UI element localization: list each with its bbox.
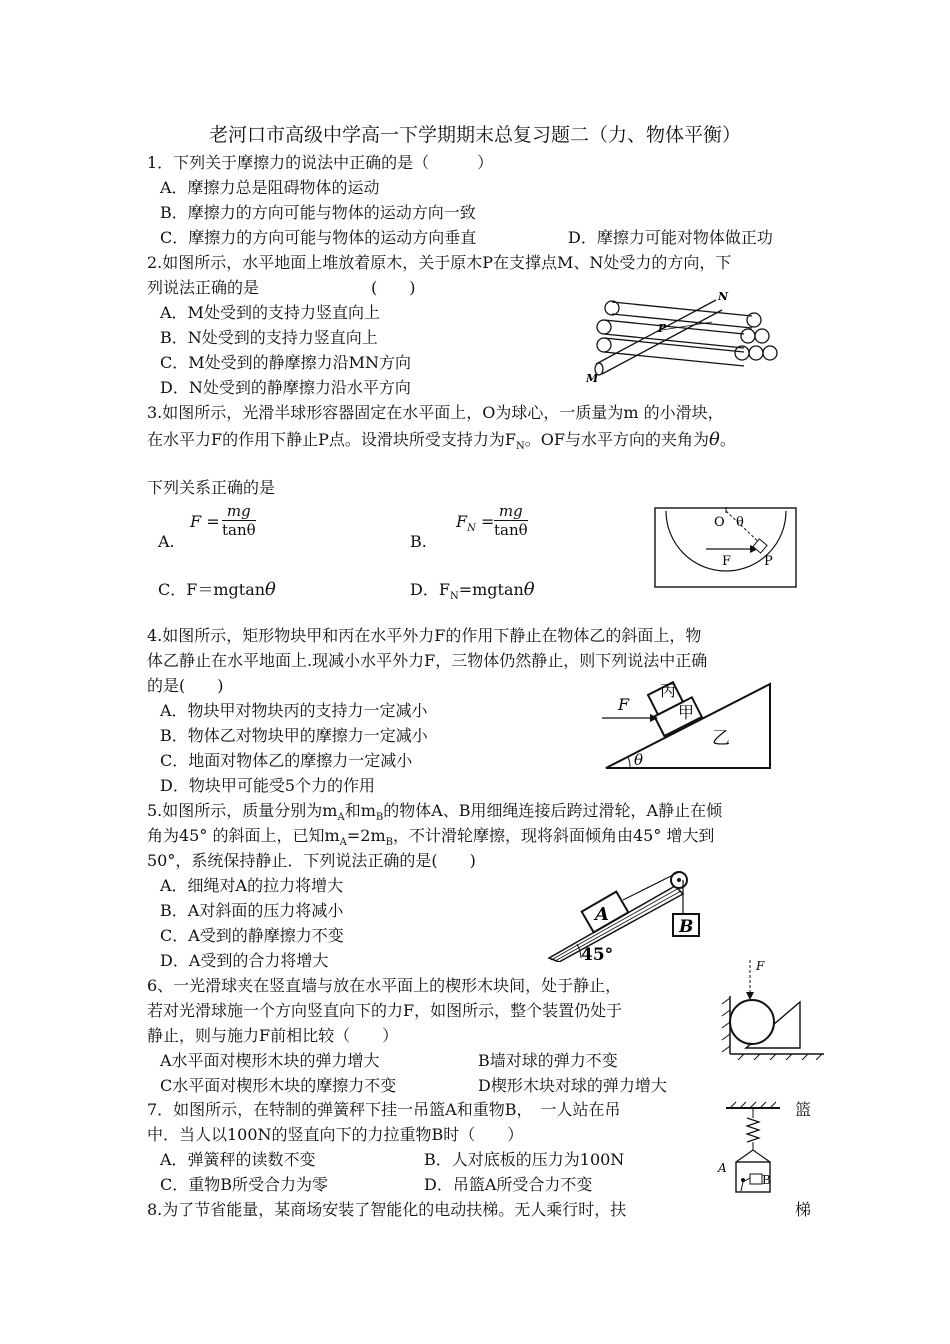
q2-fig-label-n: N [718, 290, 729, 303]
q5-s1-suba: A [337, 812, 345, 824]
q4-fig-bing: 丙 [660, 681, 677, 700]
q3-b-eq: = [480, 512, 495, 531]
q5-s2b: =2m [346, 826, 386, 845]
q4-fig-yi: 乙 [712, 728, 730, 749]
q5-option-b: B．A对斜面的压力将减小 [160, 901, 344, 920]
q3-d-tail: =mgtan [458, 580, 524, 599]
q1-option-c: C．摩擦力的方向可能与物体的运动方向垂直 [160, 228, 477, 247]
q3-c-text: C．F＝mgtan [158, 580, 266, 599]
q3-a-numerator: mg [222, 502, 256, 521]
q4-option-c: C．地面对物体乙的摩擦力一定减小 [160, 751, 413, 770]
q5-s1-subb: B [375, 812, 384, 824]
q3-b-numerator: mg [494, 502, 528, 521]
q5-stem-line3: 50°，系统保持静止．下列说法正确的是( ) [147, 851, 476, 870]
q2-option-b: B．N处受到的支持力竖直向上 [160, 328, 378, 347]
q3-stem2-text: 在水平力F的作用下静止P点。设滑块所受支持力为F [147, 430, 516, 449]
q3-fig-o: O [714, 515, 725, 530]
q3-option-b-label: B. [410, 532, 427, 551]
q2-stem-line2: 列说法正确的是 ( ) [147, 278, 416, 297]
q4-stem-line3: 的是( ) [147, 676, 224, 695]
q5-s1a: 5.如图所示，质量分别为m [147, 801, 338, 820]
q3-b-denominator: tanθ [494, 521, 528, 539]
q4-option-d: D．物块甲可能受5个力的作用 [160, 776, 376, 795]
q7-option-b: B．人对底板的压力为100N [424, 1150, 625, 1169]
q2-option-a: A．M处受到的支持力竖直向上 [160, 303, 380, 322]
q3-b-f: F [456, 512, 468, 531]
q5-pulley-figure [545, 866, 715, 962]
q2-stem-line1: 2.如图所示，水平地面上堆放着原木，关于原木P在支撑点M、N处受力的方向，下 [147, 253, 732, 272]
q3-b-sub: N [467, 523, 476, 535]
q5-option-a: A．细绳对A的拉力将增大 [160, 876, 344, 895]
q4-option-b: B．物体乙对物块甲的摩擦力一定减小 [160, 726, 428, 745]
q2-fig-label-p: P [658, 322, 667, 335]
q7-stem-line1-end: 篮 [795, 1100, 812, 1119]
q3-option-a-label: A. [158, 532, 175, 551]
q3-d-sub: N [449, 591, 459, 603]
q4-stem-line1: 4.如图所示，矩形物块甲和丙在水平外力F的作用下静止在物体乙的斜面上，物 [147, 626, 702, 645]
q5-s2a: 角为45° 的斜面上，已知m [147, 826, 340, 845]
q7-option-d: D．吊篮A所受合力不变 [424, 1175, 593, 1194]
q5-s2-suba: A [339, 837, 347, 849]
q8-stem-line1: 8.为了节省能量，某商场安装了智能化的电动扶梯。无人乘行时，扶 [147, 1200, 627, 1219]
q5-fig-angle: 45° [581, 945, 614, 962]
q7-fig-b: B [762, 1173, 771, 1187]
q7-basket-figure [712, 1098, 796, 1198]
q1-option-d: D．摩擦力可能对物体做正功 [568, 228, 773, 247]
q4-incline-figure [600, 674, 776, 772]
q4-stem-line2: 体乙静止在水平地面上.现减小水平外力F，三物体仍然静止，则下列说法中正确 [147, 651, 708, 670]
q1-option-a: A．摩擦力总是阻碍物体的运动 [160, 178, 380, 197]
q7-fig-a: A [718, 1161, 727, 1175]
q3-hemisphere-figure [654, 507, 798, 589]
q3-option-a-lhs: F = [190, 512, 220, 531]
q3-option-d [410, 580, 535, 607]
q3-stem2-end: 。 [719, 430, 736, 449]
q3-d-theta: θ [523, 579, 535, 600]
q3-theta: θ [708, 429, 720, 450]
q2-option-d: D．N处受到的静摩擦力沿水平方向 [160, 378, 411, 397]
q7-stem-line1: 7．如图所示，在特制的弹簧秤下挂一吊篮A和重物B， 一人站在吊 [147, 1100, 621, 1119]
q5-s1c: 的物体A、B用细绳连接后跨过滑轮，A静止在倾 [383, 801, 723, 820]
q5-fig-a: A [595, 904, 609, 925]
q3-fig-f: F [722, 554, 732, 569]
q3-stem2-tail: 。OF与水平方向的夹角为 [524, 430, 709, 449]
q3-stem2-sub: N [515, 441, 525, 453]
q3-stem-line1: 3.如图所示，光滑半球形容器固定在水平面上，O为球心，一质量为m 的小滑块， [147, 403, 724, 422]
q6-option-a: A水平面对楔形木块的弹力增大 [160, 1051, 380, 1070]
q3-a-denominator: tanθ [222, 521, 256, 539]
q5-stem-line1 [147, 801, 722, 828]
q3-stem-line3: 下列关系正确的是 [147, 478, 276, 497]
q3-c-theta: θ [265, 579, 276, 600]
q6-fig-f: F [756, 959, 765, 973]
q5-option-c: C．A受到的静摩擦力不变 [160, 926, 344, 945]
q5-s1b: 和m [344, 801, 376, 820]
page-title: 老河口市高级中学高一下学期期末总复习题二（力、物体平衡） [208, 124, 741, 146]
q6-option-c: C水平面对楔形木块的摩擦力不变 [160, 1076, 397, 1095]
q3-fig-theta: θ [736, 515, 744, 530]
q6-option-d: D楔形木块对球的弹力增大 [478, 1076, 667, 1095]
q3-option-a-fraction [222, 502, 256, 539]
q5-stem-line2 [147, 826, 714, 853]
q2-fig-label-m: M [586, 372, 599, 385]
q6-stem-line3: 静止，则与施力F前相比较（ ） [147, 1026, 399, 1045]
q2-logs-figure [582, 286, 782, 386]
q3-fig-p: P [764, 554, 773, 569]
q6-wedge-figure [716, 956, 828, 1060]
q6-option-b: B墙对球的弹力不变 [478, 1051, 618, 1070]
q4-fig-f: F [618, 695, 630, 714]
q5-s2-subb: B [385, 837, 393, 849]
q4-fig-theta: θ [634, 751, 644, 769]
q7-stem-line2: 中．当人以100N的竖直向下的力拉重物B时（ ） [147, 1125, 524, 1144]
q1-stem: 1．下列关于摩擦力的说法中正确的是（ ） [147, 153, 494, 172]
q7-option-c: C．重物B所受合力为零 [160, 1175, 329, 1194]
q3-stem-line2 [147, 430, 736, 457]
q4-fig-jia: 甲 [678, 703, 695, 722]
q5-fig-b: B [679, 917, 694, 937]
q3-option-c [158, 580, 276, 600]
q3-d-text: D．F [410, 580, 450, 599]
q8-stem-line1-end: 梯 [795, 1200, 812, 1219]
q7-option-a: A．弹簧秤的读数不变 [160, 1150, 316, 1169]
q3-option-b-fraction [494, 502, 528, 539]
q5-s2c: ，不计滑轮摩擦，现将斜面倾角由45° 增大到 [392, 826, 715, 845]
q4-option-a: A．物块甲对物块丙的支持力一定减小 [160, 701, 428, 720]
q2-option-c: C．M处受到的静摩擦力沿MN方向 [160, 353, 412, 372]
q6-stem-line1: 6、一光滑球夹在竖直墙与放在水平面上的楔形木块间，处于静止， [147, 976, 622, 995]
q5-option-d: D．A受到的合力将增大 [160, 951, 329, 970]
q6-stem-line2: 若对光滑球施一个方向竖直向下的力F，如图所示，整个装置仍处于 [147, 1001, 623, 1020]
q1-option-b: B．摩擦力的方向可能与物体的运动方向一致 [160, 203, 476, 222]
q3-option-b-lhs [456, 512, 494, 539]
